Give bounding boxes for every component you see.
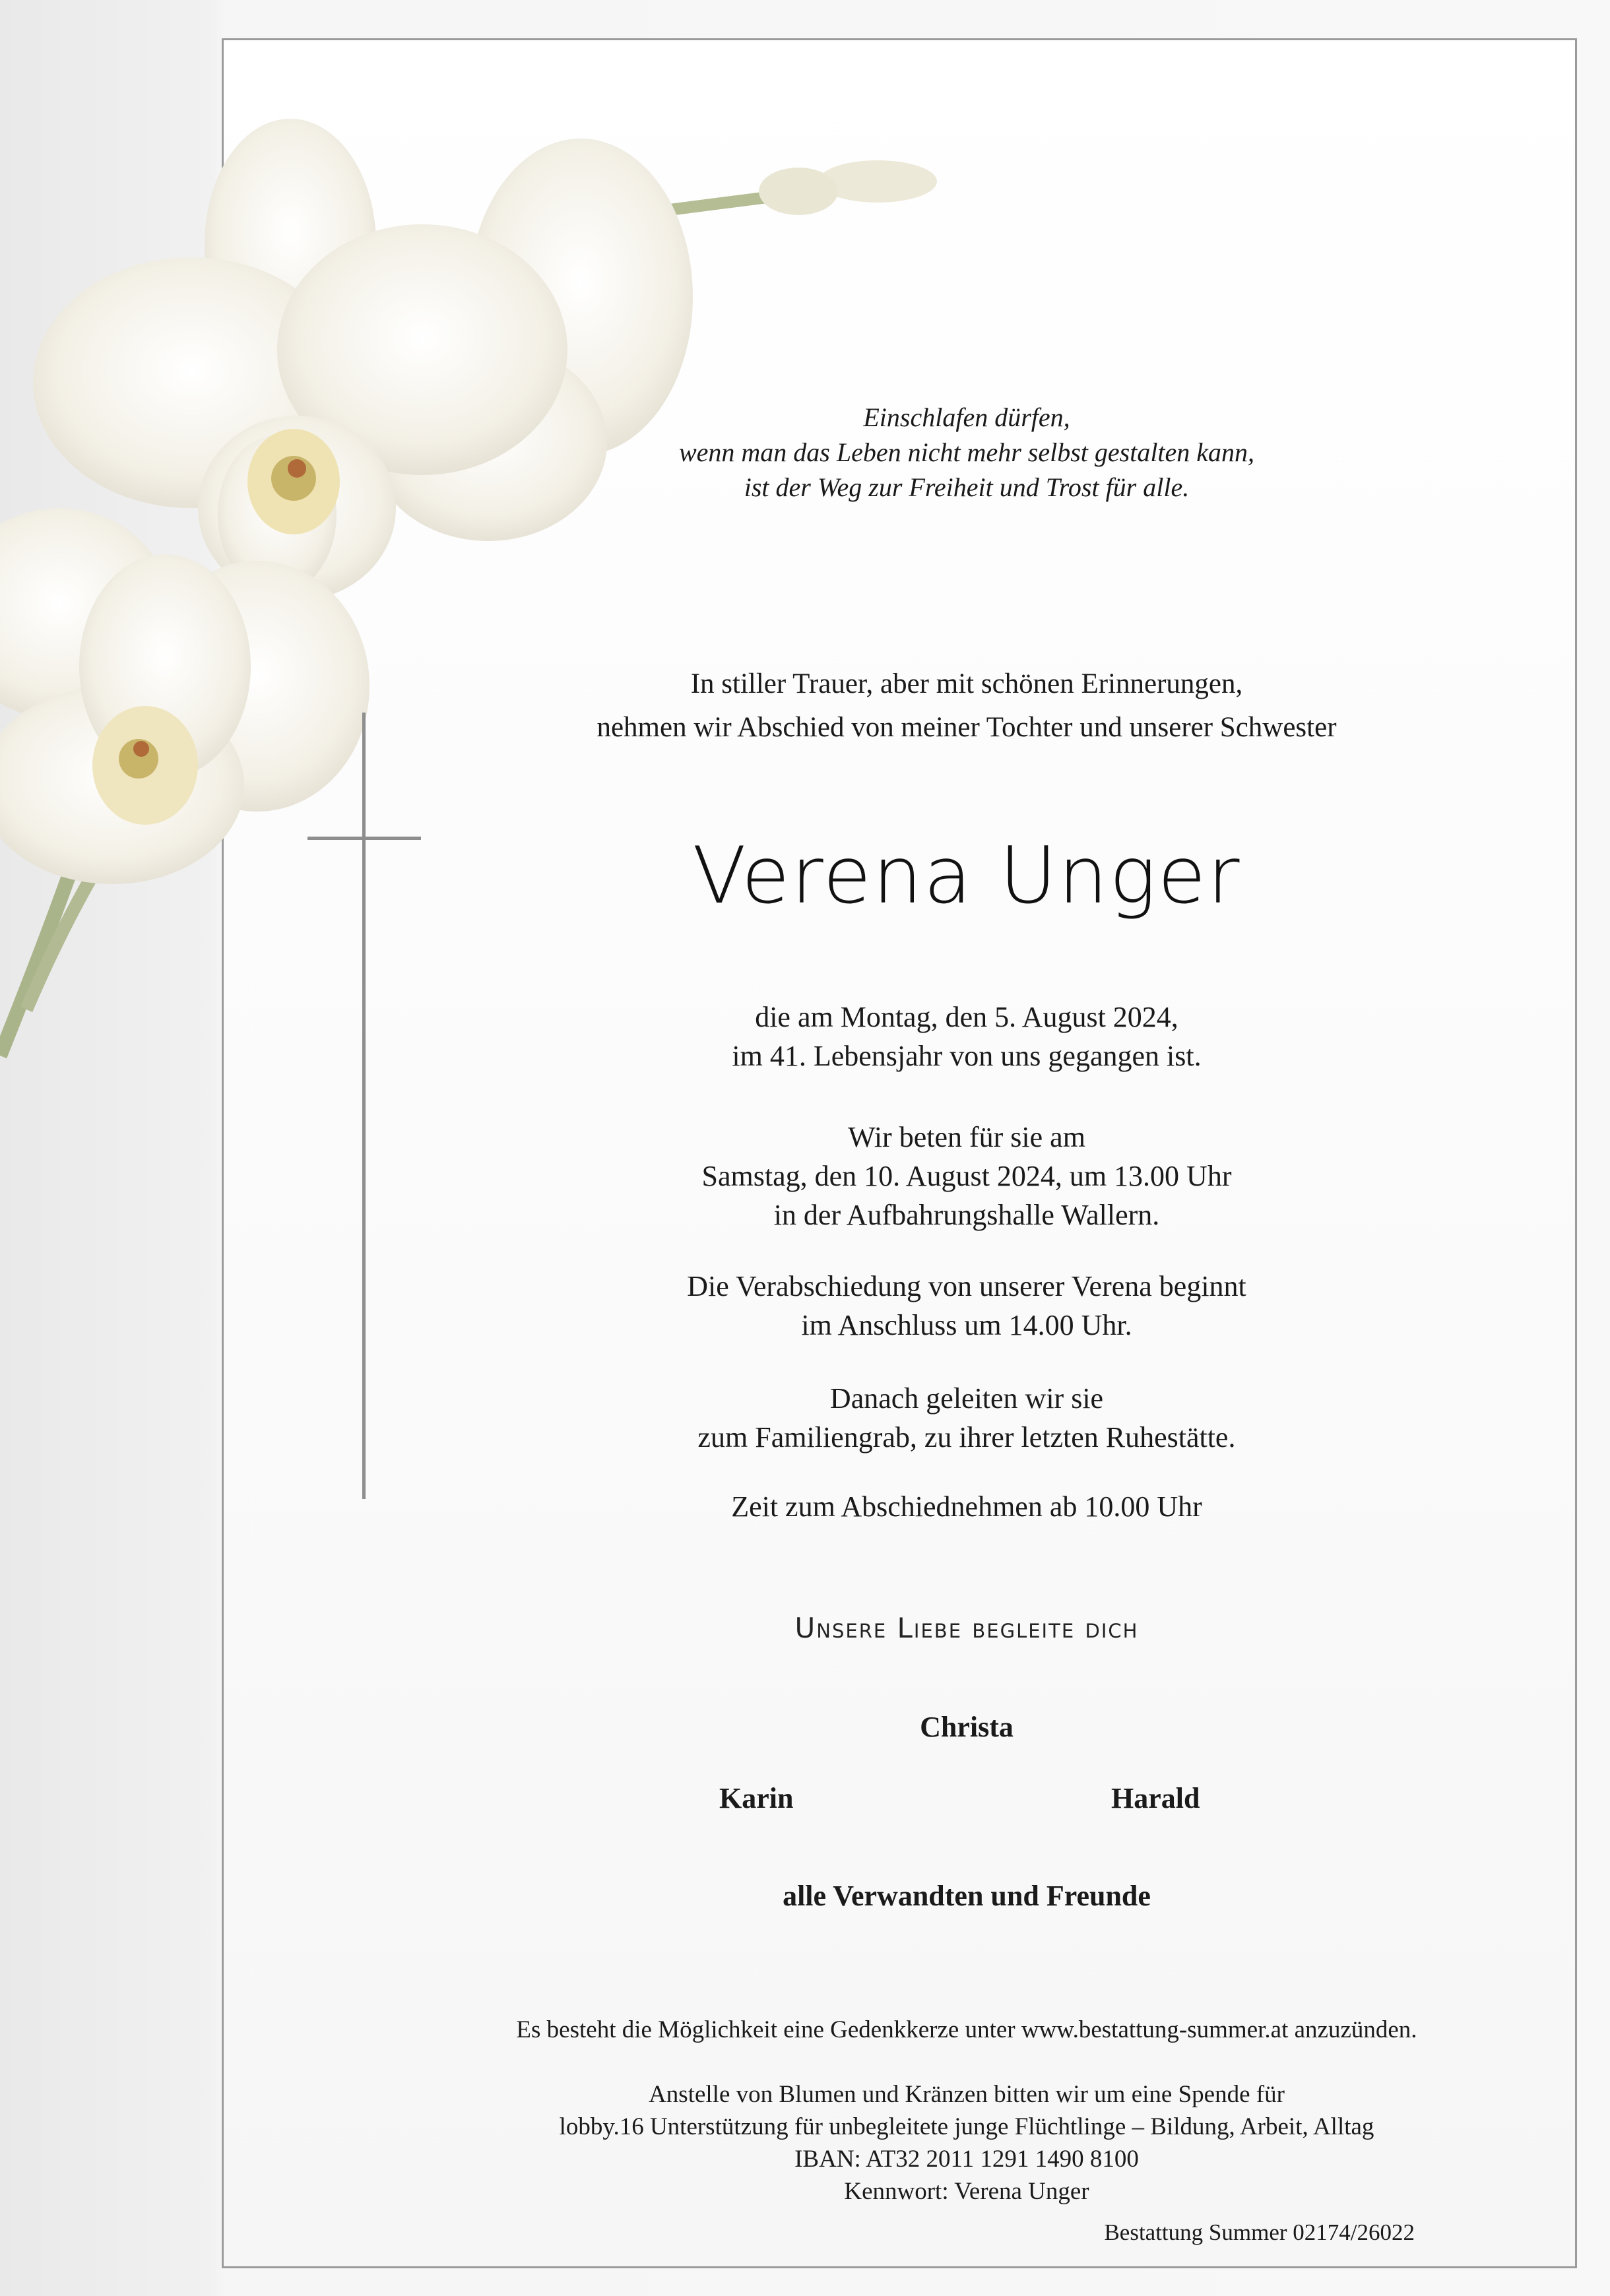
intro-line: nehmen wir Abschied von meiner Tochter und unserer Schwester [596,712,1337,743]
motto-line: Einschlafen dürfen, [863,402,1070,432]
deceased-name: Verena Unger [692,831,1241,922]
mourner-karin: Karin [719,1782,794,1814]
donation-note [422,2078,1511,2208]
death-line: die am Montag, den 5. August 2024, [755,1001,1178,1033]
undertaker-contact: Bestattung Summer 02174/26022 [1104,2219,1415,2245]
mourner-relatives: alle Verwandten und Freunde [783,1880,1151,1912]
farewell-line: Die Verabschiedung von unserer Verena beginnt [687,1270,1246,1302]
grave-line: zum Familiengrab, zu ihrer letzten Ruhestätte. [697,1421,1236,1453]
motto-line: ist der Weg zur Freiheit und Trost für alle. [744,472,1190,502]
mourner-christa: Christa [920,1711,1014,1743]
donation-line: Anstelle von Blumen und Kränzen bitten wir um eine Spende für [649,2081,1285,2108]
farewell-line: im Anschluss um 14.00 Uhr. [801,1309,1132,1341]
farewell-notice [422,1267,1511,1345]
mourner-harald: Harald [1111,1782,1200,1814]
orchid-image [0,99,990,1089]
intro-text [422,662,1511,749]
motto [422,400,1511,505]
donation-keyword: Kennwort: Verena Unger [844,2178,1089,2205]
prayer-notice [422,1118,1511,1234]
intro-line: In stiller Trauer, aber mit schönen Erinnerungen, [690,668,1243,699]
cross-horizontal [307,837,421,840]
grave-notice [422,1379,1511,1457]
prayer-line: in der Aufbahrungshalle Wallern. [773,1199,1160,1231]
donation-iban: IBAN: AT32 2011 1291 1490 8100 [794,2146,1139,2173]
motto-line: wenn man das Leben nicht mehr selbst gestalten kann, [678,437,1255,467]
prayer-line: Wir beten für sie am [848,1121,1085,1153]
viewing-time: Zeit zum Abschiednehmen ab 10.00 Uhr [731,1490,1202,1523]
donation-line: lobby.16 Unterstützung für unbegleitete junge Flüchtlinge – Bildung, Arbeit, Alltag [559,2113,1374,2140]
grave-line: Danach geleiten wir sie [829,1382,1104,1415]
death-notice [422,998,1511,1075]
death-line: im 41. Lebensjahr von uns gegangen ist. [732,1040,1202,1072]
cross-vertical [362,713,366,1499]
prayer-line: Samstag, den 10. August 2024, um 13.00 Uhr [701,1160,1232,1192]
candle-note: Es besteht die Möglichkeit eine Gedenkkerze unter www.bestattung-summer.at anzuzünden. [516,2016,1417,2043]
love-line: Unsere Liebe begleite dich [794,1612,1139,1644]
